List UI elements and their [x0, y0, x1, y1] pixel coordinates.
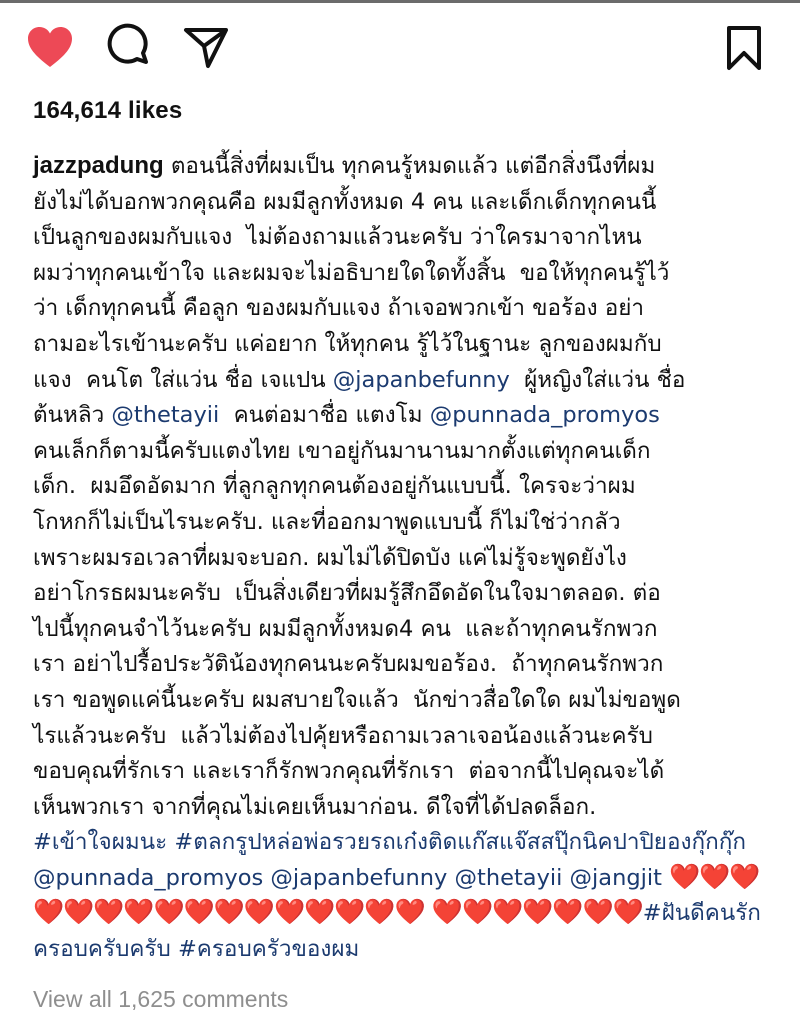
caption-username[interactable]: jazzpadung: [33, 152, 164, 179]
mention-link[interactable]: @jangjit: [569, 864, 662, 891]
post-caption: [33, 148, 773, 968]
caption-line: ผมว่าทุกคนเข้าใจ และผมจะไม่อธิบายใดใดทั้งสิ้น ขอให้ทุกคนรู้ไว้: [33, 259, 670, 286]
caption-line: ไปนี้ทุกคนจำไว้นะครับ ผมมีลูกทั้งหมด4 คน และถ้าทุกคนรักพวก: [33, 615, 658, 642]
caption-line: เรา อย่าไปรื้อประวัติน้องทุกคนนะครับผมขอร้อง. ถ้าทุกคนรักพวก: [33, 651, 664, 678]
caption-line: ตอนนี้สิ่งที่ผมเป็น ทุกคนรู้หมดแล้ว แต่อีกสิ่งนึงที่ผม: [163, 153, 656, 179]
caption-line: เป็นลูกของผมกับแจง ไม่ต้องถามแล้วนะครับ ว่าใครมาจากไหน: [33, 224, 642, 251]
view-all-comments-link[interactable]: View all 1,625 comments: [33, 986, 289, 1012]
caption-line: ไรแล้วนะครับ แล้วไม่ต้องไปคุ้ยหรือถามเวลาเจอน้องแล้วนะครับ: [33, 722, 653, 749]
mention-link[interactable]: @thetayii: [454, 864, 563, 891]
caption-line: ถามอะไรเข้านะครับ แค่อยาก ให้ทุกคน รู้ไว้ในฐานะ ลูกของผมกับ: [33, 330, 662, 357]
caption-line: ขอบคุณที่รักเรา และเราก็รักพวกคุณที่รักเรา ต่อจากนี้ไปคุณจะได้: [33, 758, 665, 785]
caption-line: อย่าโกรธผมนะครับ เป็นสิ่งเดียวที่ผมรู้สึกอึดอัดในใจมาตลอด. ต่อ: [33, 580, 661, 607]
caption-line: ผู้หญิงใส่แว่น ชื่อ: [509, 366, 686, 393]
caption-line: คนต่อมาชื่อ แตงโม: [219, 402, 430, 429]
caption-line: คนเล็กก็ตามนี้ครับแตงไทย เขาอยู่กันมานานมากตั้งแต่ทุกคนเด็ก: [33, 437, 651, 464]
hashtag-link[interactable]: #เข้าใจผมนะ: [33, 829, 168, 856]
caption-line: ต้นหลิว: [33, 402, 112, 429]
caption-line: ยังไม่ได้บอกพวกคุณคือ ผมมีลูกทั้งหมด 4 คน และเด็กเด็กทุกคนนี้: [33, 188, 657, 215]
previous-media-edge: [0, 0, 800, 3]
caption-line: ว่า เด็กทุกคนนี้ คือลูก ของผมกับแจง ถ้าเจอพวกเข้า ขอร้อง อย่า: [33, 295, 645, 322]
caption-line: แจง คนโต ใส่แว่น ชื่อ เจแปน: [33, 366, 333, 393]
heart-emoji-icon: ❤️❤️❤️❤️❤️❤️❤️: [431, 897, 643, 927]
caption-line: เห็นพวกเรา จากที่คุณไม่เคยเห็นมาก่อน. ดีใจที่ได้ปลดล็อก.: [33, 793, 597, 820]
bookmark-icon[interactable]: [718, 22, 770, 74]
mention-link[interactable]: @japanbefunny: [332, 366, 510, 393]
likes-count[interactable]: 164,614 likes: [33, 97, 183, 124]
mention-link[interactable]: @punnada_promyos: [429, 402, 660, 429]
heart-filled-icon[interactable]: [24, 22, 76, 74]
paper-plane-icon[interactable]: [180, 22, 232, 74]
hashtag-link[interactable]: #ครอบครัวของผม: [177, 936, 360, 963]
caption-line: เด็ก. ผมอึดอัดมาก ที่ลูกลูกทุกคนต้องอยู่กันแบบนี้. ใครจะว่าผม: [33, 473, 636, 500]
caption-line: เรา ขอพูดแค่นี้นะครับ ผมสบายใจแล้ว นักข่าวสื่อใดใด ผมไม่ขอพูด: [33, 686, 681, 713]
mention-link[interactable]: @punnada_promyos: [33, 864, 264, 891]
mention-link[interactable]: @japanbefunny: [270, 864, 448, 891]
heart-emoji-icon: ❤️❤️❤️❤️❤️❤️❤️❤️❤️❤️❤️❤️❤️❤️❤️❤️: [33, 861, 760, 927]
mention-link[interactable]: @thetayii: [111, 402, 220, 429]
caption-line: เพราะผมรอเวลาที่ผมจะบอก. ผมไม่ได้ปิดบัง แค่ไม่รู้จะพูดยังไง: [33, 544, 627, 571]
caption-line: โกหกก็ไม่เป็นไรนะครับ. และที่ออกมาพูดแบบนี้ ก็ไม่ใช่ว่ากลัว: [33, 508, 621, 535]
action-bar: [0, 22, 800, 80]
comment-bubble-icon[interactable]: [102, 22, 154, 74]
hashtag-link[interactable]: #ฝันดีคนรักครอบครับครับ: [33, 900, 761, 963]
hashtag-link[interactable]: #ตลกรูปหล่อพ่อรวยรถเก๋งติดแก๊สแจ๊สสปุ๊กนิคปาปิยองกุ๊กกุ๊ก: [174, 829, 746, 856]
